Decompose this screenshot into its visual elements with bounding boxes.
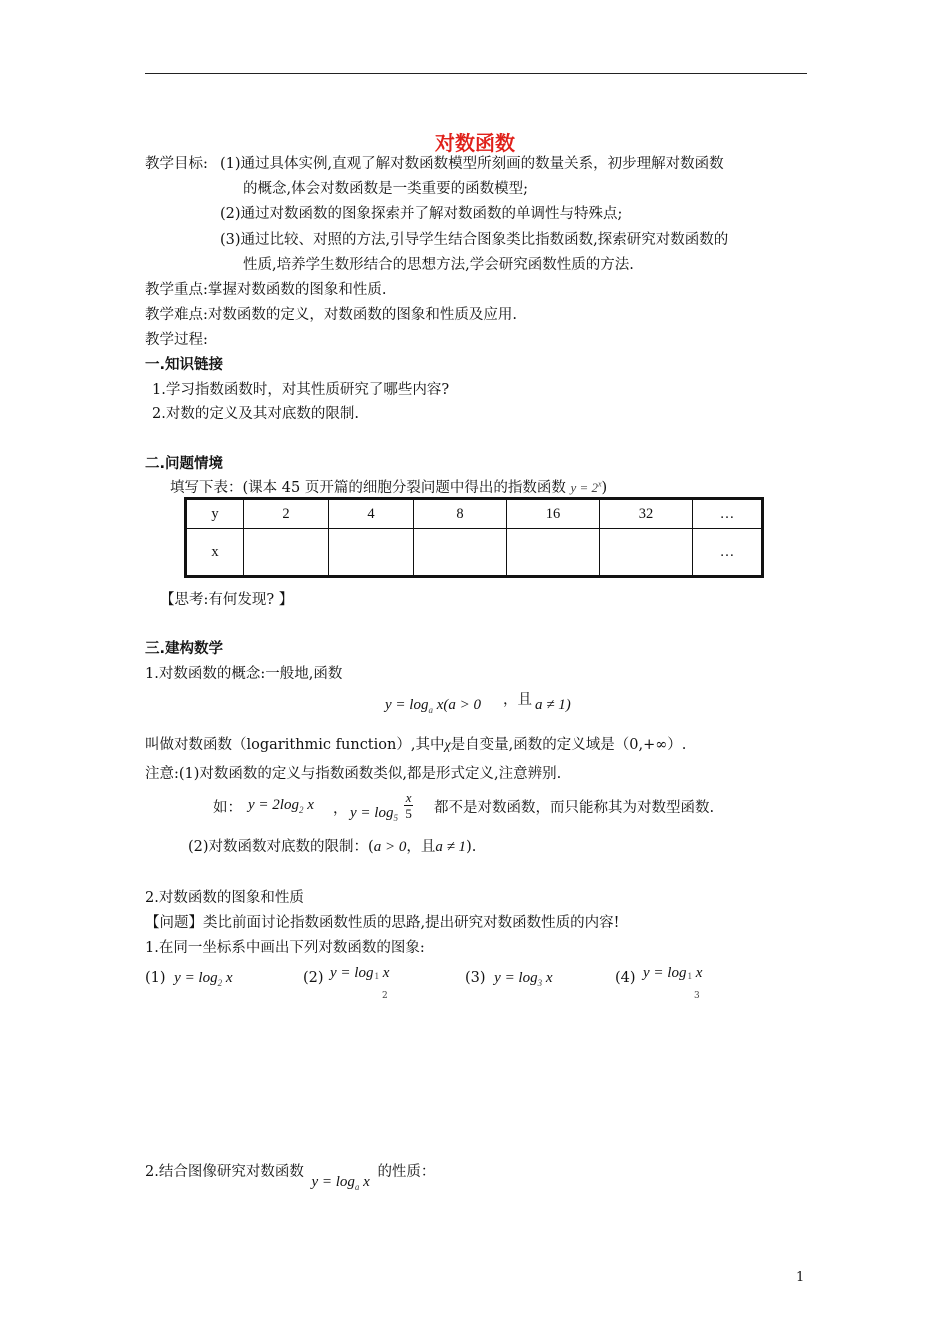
example-sep: ， <box>333 801 348 817</box>
example-1: $y = 2\log_2$ x <box>248 797 314 815</box>
table-cell[interactable] <box>600 529 693 577</box>
table-row <box>186 499 763 529</box>
table-cell: … <box>693 529 763 577</box>
function-2-label: (2) <box>303 970 324 986</box>
table-cell[interactable] <box>414 529 507 577</box>
page-number: 1 <box>796 1270 805 1285</box>
header-rule <box>145 73 807 74</box>
table-cell: y <box>186 499 244 529</box>
fill-table <box>184 497 764 578</box>
instruction-close: ) <box>601 480 608 496</box>
objective-2: (2)通过对数函数的图象探索并了解对数函数的单调性与特殊点; <box>220 206 623 222</box>
draw-instruction: 1.在同一坐标系中画出下列对数函数的图象: <box>145 940 425 956</box>
exp-formula: $y = 2^x$ <box>570 479 602 495</box>
table-cell: 4 <box>329 499 414 529</box>
objective-1-line2: 的概念,体会对数函数是一类重要的函数模型; <box>243 181 528 197</box>
table-cell: 8 <box>414 499 507 529</box>
table-cell: 32 <box>600 499 693 529</box>
key-point: 教学重点:掌握对数函数的图象和性质. <box>145 282 387 298</box>
function-2: y = log1 x <box>330 965 390 981</box>
objectives-label: 教学目标: <box>145 156 208 172</box>
example-suffix: 都不是对数函数，而只能称其为对数型函数. <box>434 800 715 816</box>
study-line: 2.结合图像研究对数函数 $y = \log_a x$ 的性质： <box>145 1164 436 1192</box>
note-1: 注意:(1)对数函数的定义与指数函数类似,都是形式定义,注意辨别. <box>145 766 562 782</box>
table-cell[interactable] <box>329 529 414 577</box>
definition-condition: a ≠ 1) <box>535 697 571 713</box>
example-prefix: 如： <box>213 800 242 816</box>
table-cell: x <box>186 529 244 577</box>
concept-line: 1.对数函数的概念:一般地,函数 <box>145 666 343 682</box>
table-cell[interactable] <box>507 529 600 577</box>
section3-heading: 三.建构数学 <box>145 641 224 657</box>
function-2-base-den: 2 <box>382 991 388 1001</box>
table-row <box>186 529 763 577</box>
table-cell[interactable] <box>244 529 329 577</box>
section2-instruction <box>170 476 607 497</box>
section2-heading: 二.问题情境 <box>145 456 224 472</box>
difficulty: 教学难点:对数函数的定义，对数函数的图象和性质及应用. <box>145 307 517 323</box>
function-1: (1) $y = \log_2 x$ <box>145 970 233 988</box>
called-line: 叫做对数函数（logarithmic function）,其中χ是自变量,函数的定义域是（0,+∞）. <box>145 737 687 753</box>
process-label: 教学过程: <box>145 332 208 348</box>
objective-3-line2: 性质,培养学生数形结合的思想方法,学会研究函数性质的方法. <box>243 257 634 273</box>
function-4-label: (4) <box>615 970 636 986</box>
table-cell: 2 <box>244 499 329 529</box>
objective-1-line1: (1)通过具体实例,直观了解对数函数模型所刻画的数量关系，初步理解对数函数 <box>220 156 724 172</box>
instruction-text: 填写下表：(课本 45 页开篇的细胞分裂问题中得出的指数函数 <box>170 480 566 496</box>
section1-q2: 2.对数的定义及其对底数的限制. <box>152 406 359 422</box>
definition-formula: $y = \log_a x(a > 0$ <box>385 697 481 715</box>
think-prompt: 【思考:有何发现? 】 <box>160 592 294 608</box>
page-title: 对数函数 <box>435 131 515 155</box>
function-3: (3) $y = \log_3 x$ <box>465 970 553 988</box>
example-2: $y = \log_5$ $\frac{x}{5}$ <box>350 790 412 823</box>
section1-heading: 一.知识链接 <box>145 357 224 373</box>
section4-heading: 2.对数函数的图象和性质 <box>145 890 304 906</box>
problem-line: 【问题】类比前面讨论指数函数性质的思路,提出研究对数函数性质的内容! <box>145 915 620 931</box>
table-cell: 16 <box>507 499 600 529</box>
objective-3-line1: (3)通过比较、对照的方法,引导学生结合图象类比指数函数,探索研究对数函数的 <box>220 232 729 248</box>
table-cell: … <box>693 499 763 529</box>
function-4-base-den: 3 <box>694 991 700 1001</box>
section1-q1: 1.学习指数函数时，对其性质研究了哪些内容? <box>152 382 450 398</box>
definition-and: ，且 <box>503 692 532 708</box>
note-2: (2)对数函数对底数的限制：(a > 0，且a ≠ 1). <box>188 839 477 855</box>
function-4: y = log1 x <box>643 965 703 981</box>
